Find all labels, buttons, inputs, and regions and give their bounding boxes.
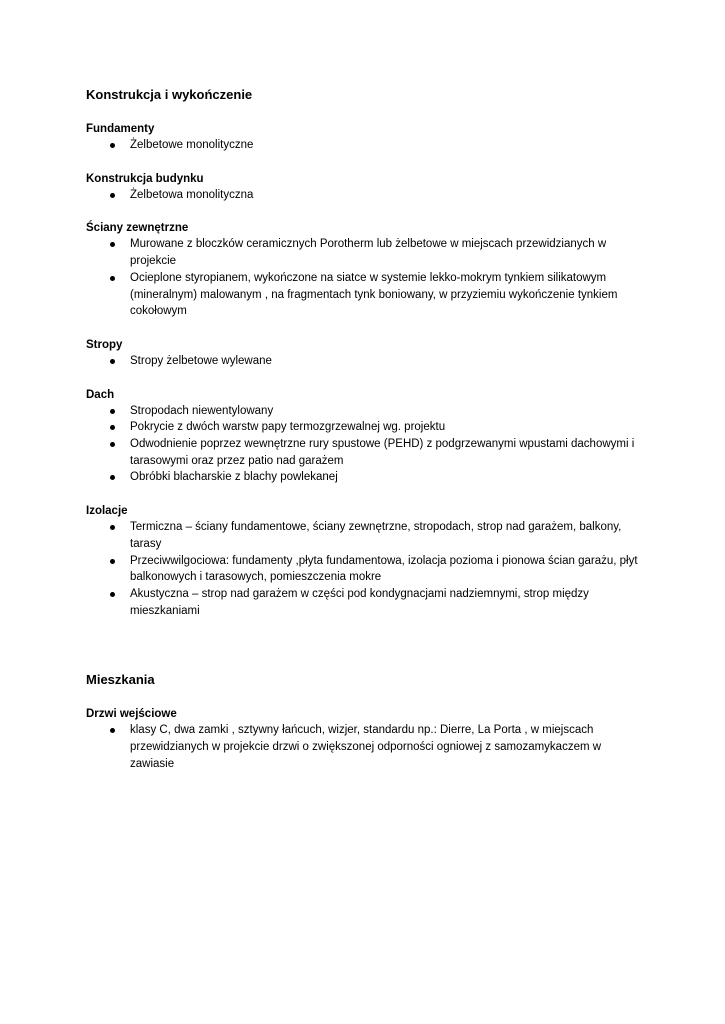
list-konstrukcja-budynku: [86, 187, 646, 204]
bullet-icon: [110, 442, 115, 447]
bullet-icon: [110, 409, 115, 414]
list-stropy: [86, 353, 646, 370]
bullet-icon: [110, 276, 115, 281]
bullet-icon: [110, 425, 115, 430]
bullet-icon: [110, 242, 115, 247]
list-item: [86, 586, 646, 619]
list-item: [86, 137, 646, 154]
bullet-icon: [110, 475, 115, 480]
list-item: [86, 553, 646, 586]
bullet-icon: [110, 525, 115, 530]
list-sciany-zewnetrzne: [86, 236, 646, 320]
list-item-text: Pokrycie z dwóch warstw papy termozgrzewalnej wg. projektu: [130, 421, 446, 434]
section-title-mieszkania: Mieszkania: [86, 672, 155, 688]
list-item-text: Odwodnienie poprzez wewnętrzne rury spustowe (PEHD) z podgrzewanymi wpustami dachowymi i tarasowymi oraz przez patio nad garażem: [130, 438, 635, 467]
list-item-text: Przeciwwilgociowa: fundamenty ,płyta fundamentowa, izolacja pozioma i pionowa ścian garażu, płyt balkonowych i tarasowych, pomieszczenia mokre: [130, 554, 638, 584]
list-item: [86, 187, 646, 204]
list-item: [86, 469, 646, 486]
list-drzwi-wejsciowe: [86, 722, 646, 772]
list-dach: [86, 403, 646, 487]
section-title-konstrukcja: Konstrukcja i wykończenie: [86, 87, 253, 102]
heading-dach: Dach: [86, 388, 115, 401]
bullet-icon: [110, 143, 115, 148]
list-item: [86, 270, 646, 320]
list-item: [86, 403, 646, 420]
heading-drzwi-wejsciowe: Drzwi wejściowe: [86, 708, 177, 721]
document-page: [86, 86, 646, 772]
heading-konstrukcja-budynku: Konstrukcja budynku: [86, 172, 204, 185]
list-item: [86, 353, 646, 370]
heading-sciany-zewnetrzne: Ściany zewnętrzne: [86, 222, 189, 235]
list-item: [86, 236, 646, 269]
list-item-text: Stropodach niewentylowany: [130, 404, 274, 417]
bullet-icon: [110, 728, 115, 733]
bullet-icon: [110, 193, 115, 198]
list-item-text: Akustyczna – strop nad garażem w części pod kondygnacjami nadziemnymi, strop między mieszkaniami: [130, 587, 589, 617]
bullet-icon: [110, 559, 115, 564]
list-item-text: Obróbki blacharskie z blachy powlekanej: [130, 471, 338, 484]
list-item: [86, 419, 646, 436]
list-item-text: Termiczna – ściany fundamentowe, ściany zewnętrzne, stropodach, strop nad garażem, balkony, tarasy: [130, 521, 622, 550]
heading-izolacje: Izolacje: [86, 505, 128, 518]
list-item: [86, 519, 646, 552]
list-fundamenty: [86, 137, 646, 154]
list-item: [86, 436, 646, 469]
heading-stropy: Stropy: [86, 338, 123, 351]
list-item-text: Żelbetowa monolityczna: [130, 188, 254, 201]
list-item: [86, 722, 646, 772]
bullet-icon: [110, 359, 115, 364]
list-item-text: klasy C, dwa zamki , sztywny łańcuch, wizjer, standardu np.: Dierre, La Porta , w miejscach przewidzianych w projekcie drzwi o zwiększonej odporności ogniowej z samozamykaczem w zawiasie: [130, 724, 602, 770]
bullet-icon: [110, 592, 115, 597]
list-item-text: Żelbetowe monolityczne: [130, 139, 254, 151]
list-item-text: Stropy żelbetowe wylewane: [130, 354, 272, 367]
list-item-text: Ocieplone styropianem, wykończone na siatce w systemie lekko-mokrym tynkiem silikatowym (mineralnym) malowanym , na fragmentach tynk boniowany, w przyziemiu wykończenie tynkiem cokołowym: [130, 271, 618, 318]
list-item-text: Murowane z bloczków ceramicznych Porotherm lub żelbetowe w miejscach przewidzianych w projekcie: [130, 238, 607, 268]
list-izolacje: [86, 519, 646, 619]
heading-fundamenty: Fundamenty: [86, 123, 155, 135]
